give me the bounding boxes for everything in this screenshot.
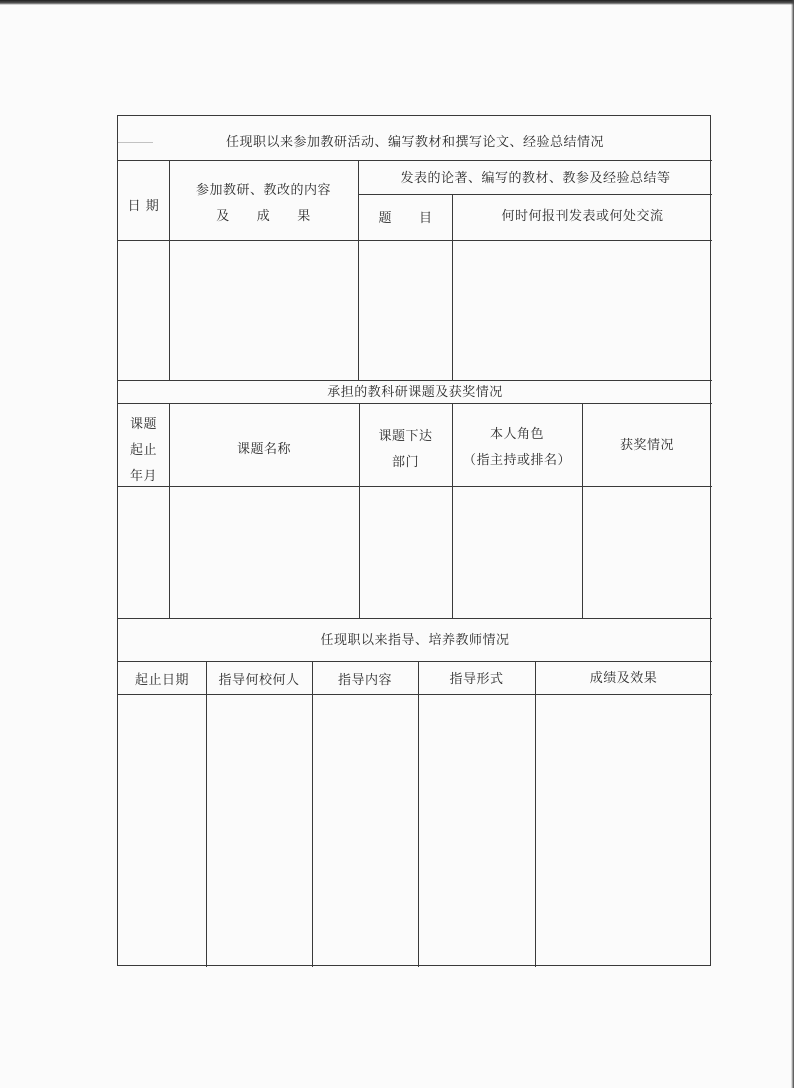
activity-header-line1: 参加教研、教改的内容 <box>195 183 331 198</box>
mentee-header: 指导何校何人 <box>218 673 300 688</box>
vline-s3-mentee <box>312 661 313 967</box>
topic-header: 题 目 <box>378 211 433 226</box>
s3-period-cell[interactable] <box>119 696 205 964</box>
s1-date-cell[interactable] <box>119 242 168 379</box>
issuer-header-line2: 部门 <box>391 455 419 470</box>
s2-project-cell[interactable] <box>171 488 358 617</box>
award-header: 获奖情况 <box>619 438 674 453</box>
period-header-line2: 起止 <box>129 443 157 458</box>
s1-activity-cell[interactable] <box>171 242 357 379</box>
rule-section2-title <box>118 403 712 404</box>
vline-s2-period <box>169 403 170 618</box>
section1-title: 任现职以来参加教研活动、编写教材和撰写论文、经验总结情况 <box>225 135 604 150</box>
vline-s3-form <box>535 661 536 967</box>
result-header: 成绩及效果 <box>589 671 658 686</box>
s2-period-cell[interactable] <box>119 488 168 617</box>
scan-edge-top <box>0 0 794 5</box>
rule-publication-header <box>359 194 712 195</box>
project-name-header: 课题名称 <box>236 442 291 457</box>
s1-venue-cell[interactable] <box>454 242 710 379</box>
period-header-line3: 年月 <box>129 469 157 484</box>
s2-issuer-cell[interactable] <box>361 488 451 617</box>
rule-section2-top <box>118 380 712 381</box>
vline-s1-activity <box>358 160 359 380</box>
section3-title: 任现职以来指导、培养教师情况 <box>320 633 510 648</box>
rule-section1-header-bottom <box>118 240 712 241</box>
content-header: 指导内容 <box>337 673 392 688</box>
venue-header: 何时何报刊发表或何处交流 <box>501 209 664 224</box>
vline-s2-role <box>582 403 583 618</box>
s3-result-cell[interactable] <box>537 696 710 964</box>
date-header: 日 期 <box>127 199 160 214</box>
rule-section1-title <box>118 160 712 161</box>
form-table <box>117 115 711 966</box>
s3-mentee-cell[interactable] <box>208 696 311 964</box>
rule-section3-top <box>118 618 712 619</box>
s3-content-cell[interactable] <box>314 696 417 964</box>
s2-role-cell[interactable] <box>454 488 581 617</box>
vline-s3-period <box>206 661 207 967</box>
role-header-line1: 本人角色 <box>489 427 544 442</box>
s2-award-cell[interactable] <box>584 488 710 617</box>
s3-form-cell[interactable] <box>420 696 534 964</box>
period-header-line1: 课题 <box>129 417 157 432</box>
activity-header-line2: 及 成 果 <box>216 209 311 224</box>
issuer-header-line1: 课题下达 <box>378 429 433 444</box>
role-header-line2: （指主持或排名） <box>462 453 571 468</box>
vline-s3-content <box>418 661 419 967</box>
section2-title: 承担的教科研课题及获奖情况 <box>327 385 503 400</box>
form-header: 指导形式 <box>449 672 504 687</box>
period-header: 起止日期 <box>134 673 189 688</box>
publication-header: 发表的论著、编写的教材、教参及经验总结等 <box>400 171 671 186</box>
rule-section2-header-bottom <box>118 486 712 487</box>
s1-topic-cell[interactable] <box>360 242 451 379</box>
